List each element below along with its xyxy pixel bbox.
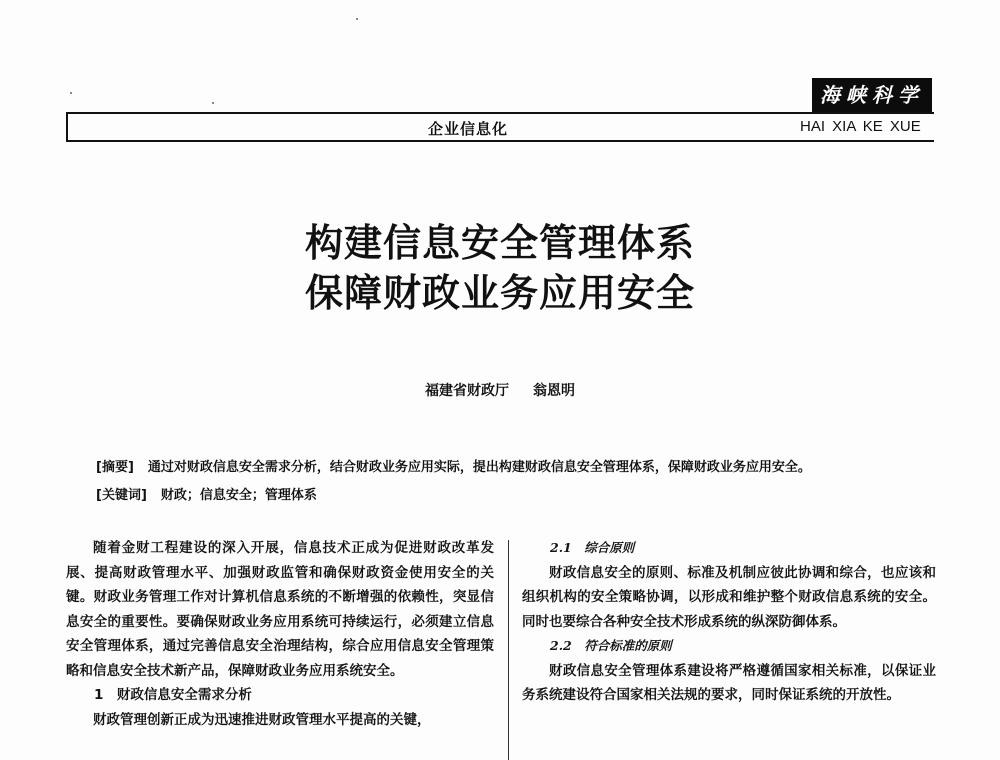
byline — [0, 380, 1000, 400]
keywords-text: 财政；信息安全；管理体系 — [160, 488, 317, 503]
title-line-2: 保障财政业务应用安全 — [304, 270, 695, 315]
scan-speck — [70, 92, 72, 94]
scan-speck — [212, 102, 214, 104]
intro-paragraph: 随着金财工程建设的深入开展，信息技术正成为促进财政改革发展、提高财政管理水平、加强财政监管和确保财政资金使用安全的关键。财政业务管理工作对计算机信息系统的不断增强的依赖性，突显信息安全的重要性。要确保财政业务应用系统可持续运行，必须建立信息安全管理体系，通过完善信息安全治理结构，综合应用信息安全管理策略和信息安全技术新产品，保障财政业务应用系统安全。 — [66, 540, 494, 679]
journal-name-badge: 海峡科学 — [812, 78, 932, 112]
title-line-1: 构建信息安全管理体系 — [304, 220, 695, 265]
body-column-left — [66, 536, 494, 732]
column-divider — [508, 540, 509, 760]
journal-pinyin: HAI XIA KE XUE — [800, 118, 921, 135]
scan-speck — [356, 18, 358, 20]
section-1-heading: 1 财政信息安全需求分析 — [94, 687, 252, 703]
section-2-2-heading: 2.2 符合标准的原则 — [550, 638, 672, 653]
abstract-label: [摘要] — [96, 460, 134, 475]
body-column-right — [522, 536, 936, 708]
abstract — [96, 456, 811, 475]
keywords — [96, 484, 317, 503]
section-2-2-paragraph: 财政信息安全管理体系建设将严格遵循国家相关标准，以保证业务系统建设符合国家相关法规的要求，同时保证系统的开放性。 — [522, 662, 936, 703]
section-1-paragraph: 财政管理创新正成为迅速推进财政管理水平提高的关键， — [93, 711, 431, 728]
section-2-1-paragraph: 财政信息安全的原则、标准及机制应彼此协调和综合，也应该和组织机构的安全策略协调，以形成和维护整个财政信息系统的安全。同时也要综合各种安全技术形成系统的纵深防御体系。 — [522, 564, 936, 630]
article-title — [0, 218, 1000, 318]
author-name: 翁恩明 — [533, 383, 575, 399]
affiliation: 福建省财政厅 — [425, 383, 509, 399]
keywords-label: [关键词] — [96, 488, 147, 503]
section-2-1-heading: 2.1 综合原则 — [550, 540, 635, 555]
section-name: 企业信息化 — [428, 120, 509, 138]
abstract-text: 通过对财政信息安全需求分析，结合财政业务应用实际，提出构建财政信息安全管理体系，保障财政业务应用安全。 — [147, 460, 811, 475]
